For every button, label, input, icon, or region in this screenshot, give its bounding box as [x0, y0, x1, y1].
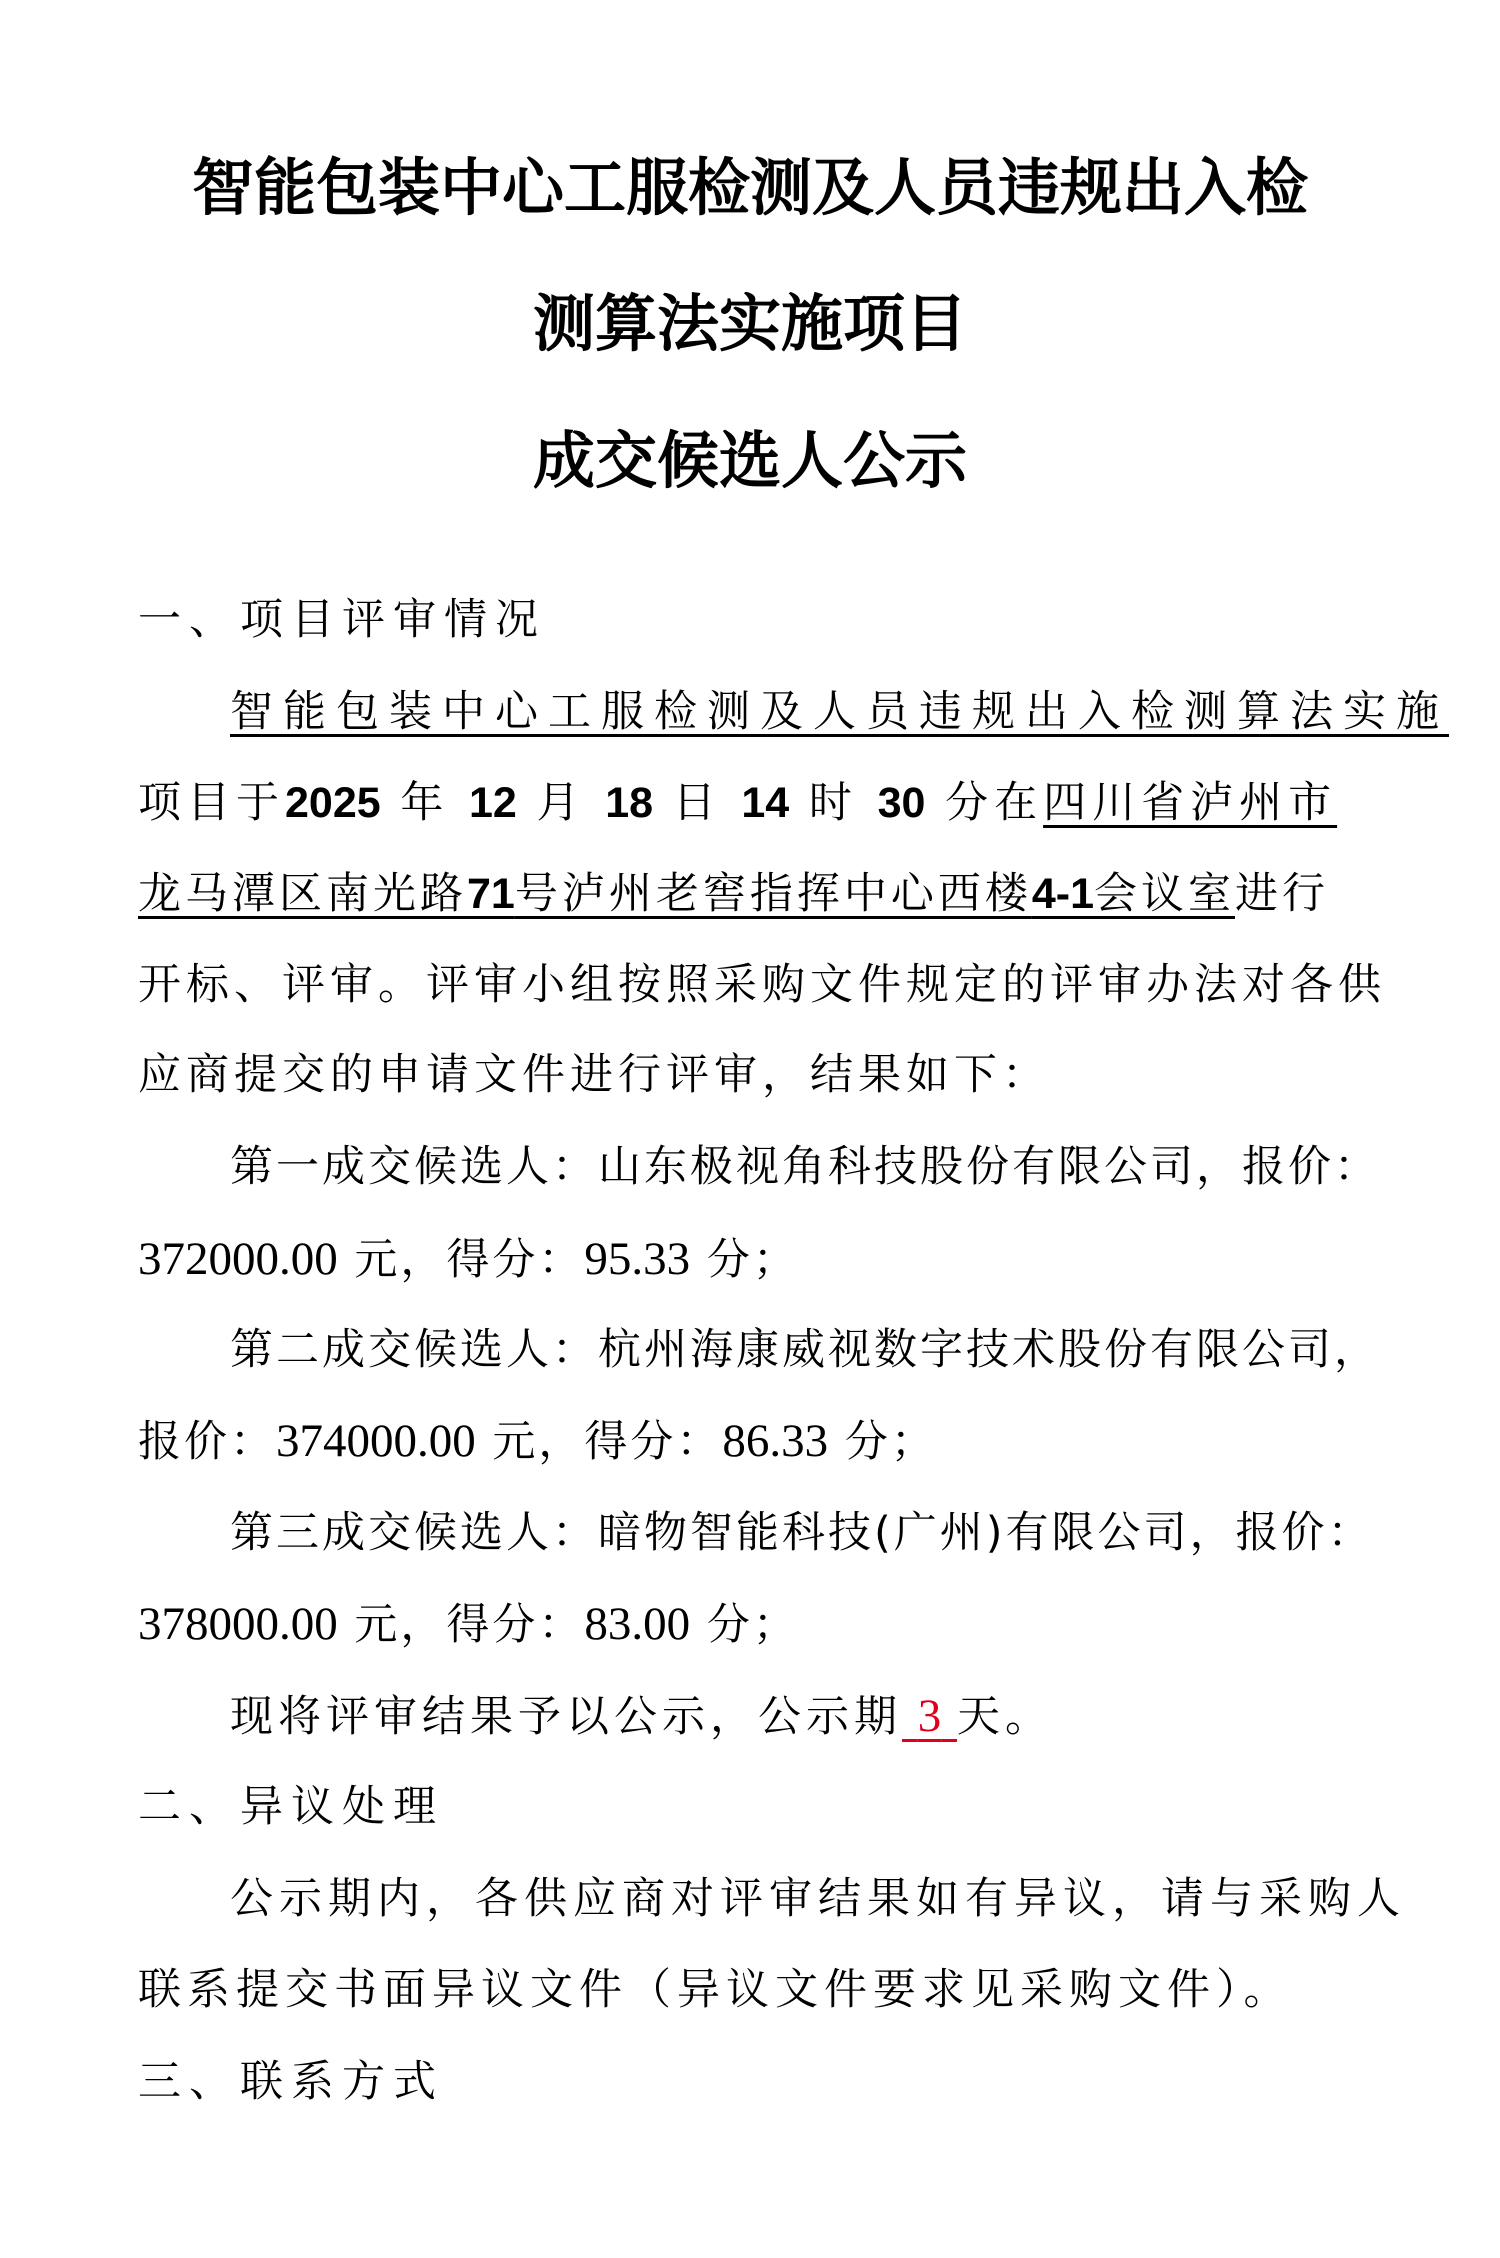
minute: 30 [877, 779, 926, 827]
location-part2 [138, 869, 1235, 919]
section1-heading: 一、项目评审情况 [138, 595, 546, 645]
candidate-3-score: 83.00 [584, 1598, 691, 1650]
candidate-2-price-unit: 元， [492, 1417, 585, 1467]
candidate-3-price-unit: 元， [354, 1600, 447, 1650]
objection-line-2: 联系提交书面异议文件（异议文件要求见采购文件）。 [138, 1965, 1293, 2015]
year-unit: 年 [400, 778, 450, 828]
candidate-3-score-label: 得分： [446, 1600, 585, 1650]
location-part1: 四川省泸州市 [1043, 778, 1338, 828]
publicity-line [230, 1686, 1460, 1748]
candidate-1-line-2 [138, 1229, 1368, 1290]
project-name: 智能包装中心工服检测及人员违规出入检测算法实施 [230, 687, 1449, 737]
candidate-3-line-2 [138, 1594, 1368, 1655]
candidate-3-line-1 [230, 1503, 1460, 1563]
day-unit: 日 [672, 778, 722, 828]
location-road: 龙马潭区南光路 [138, 869, 467, 919]
hour-unit: 时 [808, 778, 858, 828]
candidate-1-rank: 第一成交候选人： [230, 1142, 598, 1192]
candidate-2-score: 86.33 [722, 1415, 829, 1467]
candidate-2-score-label: 得分： [584, 1417, 723, 1467]
date-prefix: 项目于 [138, 778, 285, 828]
after-location: 进行 [1235, 869, 1329, 919]
candidate-1-score-label: 得分： [446, 1235, 585, 1285]
candidate-1-price-label: ，报价： [1196, 1142, 1380, 1192]
hour: 14 [741, 779, 790, 827]
publicity-days [902, 1690, 957, 1742]
candidate-2-company: 杭州海康威视数字技术股份有限公司 [598, 1325, 1334, 1375]
title-line-2: 测算法实施项目 [532, 287, 967, 360]
candidate-1-price: 372000.00 [138, 1233, 338, 1285]
candidate-2-price: 374000.00 [276, 1415, 476, 1467]
objection-line-1: 公示期内，各供应商对评审结果如有异议，请与采购人 [230, 1874, 1406, 1924]
year: 2025 [285, 779, 381, 827]
candidate-1-price-unit: 元， [354, 1235, 447, 1285]
day: 18 [605, 779, 654, 827]
location-line [138, 864, 1368, 924]
month-unit: 月 [536, 778, 586, 828]
review-line-2: 应商提交的申请文件进行评审，结果如下： [138, 1050, 1050, 1100]
project-name-line [230, 682, 1460, 742]
candidate-3-score-unit: 分； [706, 1600, 799, 1650]
location-building: 号泸州老窖指挥中心西楼 [514, 869, 1032, 919]
candidate-3-rank: 第三成交候选人： [230, 1508, 598, 1558]
candidate-2-line-2 [138, 1411, 1368, 1472]
candidate-3-company: 暗物智能科技(广州)有限公司 [598, 1508, 1190, 1558]
candidate-3-price: 378000.00 [138, 1598, 338, 1650]
candidate-2-score-unit: 分； [844, 1417, 937, 1467]
candidate-2-price-label: 报价： [138, 1417, 276, 1467]
candidate-1-line-1 [230, 1137, 1460, 1197]
location-room-number: 4-1 [1031, 870, 1094, 918]
publicity-prefix: 现将评审结果予以公示，公示期 [230, 1692, 902, 1742]
minute-unit: 分在 [945, 778, 1044, 828]
section2-heading: 二、异议处理 [138, 1782, 444, 1832]
review-line-1: 开标、评审。评审小组按照采购文件规定的评审办法对各供 [138, 960, 1386, 1010]
publicity-days-value: 3 [917, 1690, 942, 1742]
candidate-1-company: 山东极视角科技股份有限公司 [598, 1142, 1196, 1192]
candidate-2-comma: ， [1334, 1325, 1380, 1375]
location-room: 会议室 [1094, 869, 1235, 919]
date-line [138, 773, 1368, 833]
section3-heading: 三、联系方式 [138, 2057, 444, 2107]
candidate-3-price-label: ，报价： [1189, 1508, 1374, 1558]
publicity-suffix: 天。 [957, 1692, 1053, 1742]
candidate-2-rank: 第二成交候选人： [230, 1325, 598, 1375]
candidate-1-score: 95.33 [584, 1233, 691, 1285]
month: 12 [469, 779, 517, 827]
candidate-1-score-unit: 分； [706, 1235, 799, 1285]
candidate-2-line-1 [230, 1320, 1460, 1380]
title-line-1: 智能包装中心工服检测及人员违规出入检 [191, 151, 1308, 224]
title-line-3: 成交候选人公示 [532, 424, 967, 497]
location-number: 71 [467, 870, 515, 918]
